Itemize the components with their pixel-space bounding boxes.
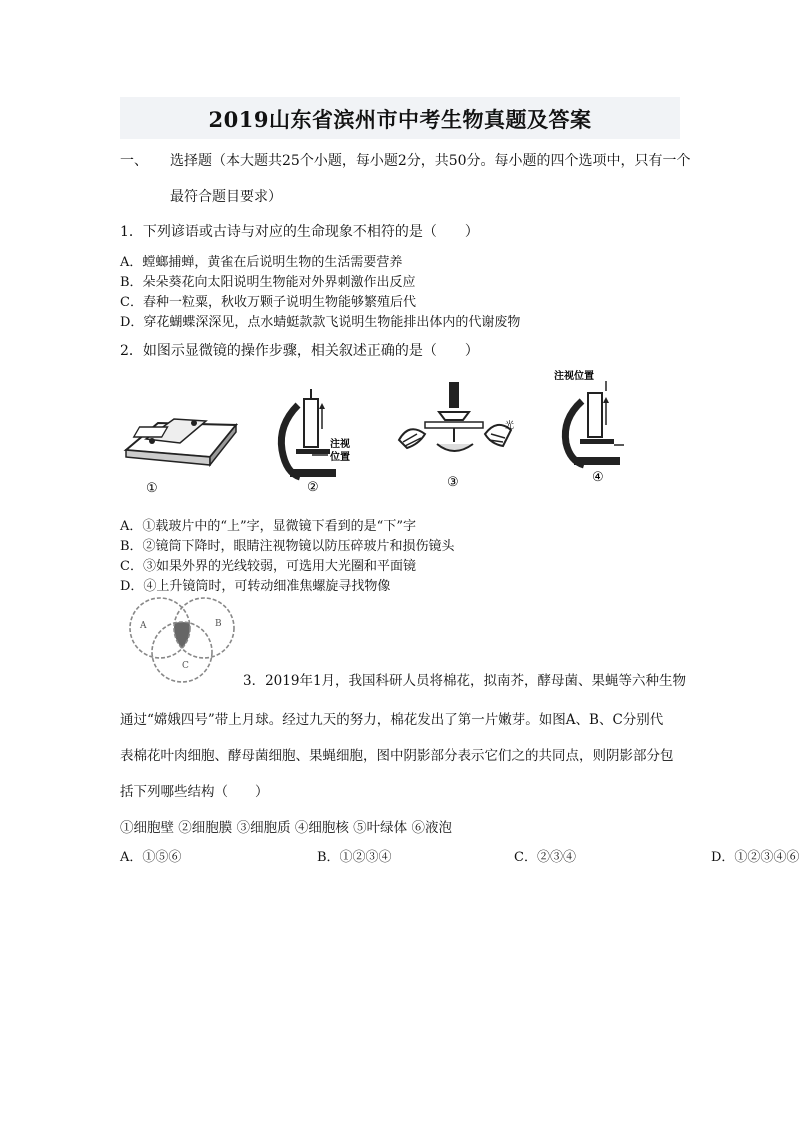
q2-option-d: D．④上升镜筒时，可转动细准焦螺旋寻找物像 — [120, 579, 391, 594]
figure-label-2: ② — [307, 480, 319, 495]
q1-option-a: A．螳螂捕蝉，黄雀在后说明生物的生活需要营养 — [120, 255, 403, 270]
q1-option-d: D．穿花蝴蝶深深见，点水蜻蜓款款飞说明生物能排出体内的代谢废物 — [120, 315, 521, 330]
section-number: 一、 — [120, 153, 148, 169]
q3-option-d: D．①②③④⑥ — [711, 850, 800, 865]
q2-option-a: A．①载玻片中的“上”字，显微镜下看到的是“下”字 — [120, 519, 416, 534]
q1-stem: 1．下列谚语或古诗与对应的生命现象不相符的是（ ） — [120, 224, 479, 240]
q1-option-b: B．朵朵葵花向太阳说明生物能对外界刺激作出反应 — [120, 275, 416, 290]
q1-option-c: C．春种一粒粟，秋收万颗子说明生物能够繁殖后代 — [120, 295, 416, 310]
q3-stem-line2: 通过“嫦娥四号”带上月球。经过九天的努力，棉花发出了第一片嫩芽。如图A、B、C分别代 — [120, 712, 664, 728]
venn-label-c: C — [182, 661, 189, 671]
microscope-lowering-figure — [270, 385, 370, 500]
q3-option-a: A．①⑤⑥ — [120, 850, 182, 865]
annotation-watch-3: 注视位置 — [554, 371, 594, 382]
venn-diagram — [120, 596, 245, 684]
q3-option-b: B．①②③④ — [317, 850, 392, 865]
venn-label-b: B — [215, 619, 222, 629]
annotation-watch-1: 注视 — [330, 439, 350, 450]
microscope-slide-figure — [118, 395, 248, 500]
q3-stem-line3: 表棉花叶肉细胞、酵母菌细胞、果蝇细胞，图中阴影部分表示它们之的共同点，则阴影部分包 — [120, 748, 674, 764]
q3-option-c: C．②③④ — [514, 850, 576, 865]
microscope-mirror-figure — [395, 378, 525, 498]
q3-stem-line1: 3．2019年1月，我国科研人员将棉花，拟南芥，酵母菌、果蝇等六种生物 — [243, 673, 687, 689]
light-glyph: 光 — [505, 421, 515, 431]
figure-label-4: ④ — [592, 470, 604, 485]
venn-label-a: A — [140, 621, 147, 631]
q2-option-b: B．②镜筒下降时，眼睛注视物镜以防压碎玻片和损伤镜头 — [120, 539, 455, 554]
microscope-raising-figure — [548, 365, 648, 490]
page-title: 2019山东省滨州市中考生物真题及答案 — [208, 107, 592, 132]
q3-stem-line4: 括下列哪些结构（ ） — [120, 784, 269, 800]
q2-option-c: C．③如果外界的光线较弱，可选用大光圈和平面镜 — [120, 559, 416, 574]
annotation-watch-2: 位置 — [330, 452, 350, 463]
q3-structure-list: ①细胞壁 ②细胞膜 ③细胞质 ④细胞核 ⑤叶绿体 ⑥液泡 — [120, 820, 452, 836]
figure-label-3: ③ — [447, 475, 459, 490]
section-heading-line1: 选择题（本大题共25个小题，每小题2分，共50分。每小题的四个选项中，只有一个 — [170, 153, 691, 169]
section-heading-line2: 最符合题目要求） — [170, 189, 282, 205]
q2-stem: 2．如图示显微镜的操作步骤，相关叙述正确的是（ ） — [120, 343, 479, 359]
figure-label-1: ① — [146, 481, 158, 496]
